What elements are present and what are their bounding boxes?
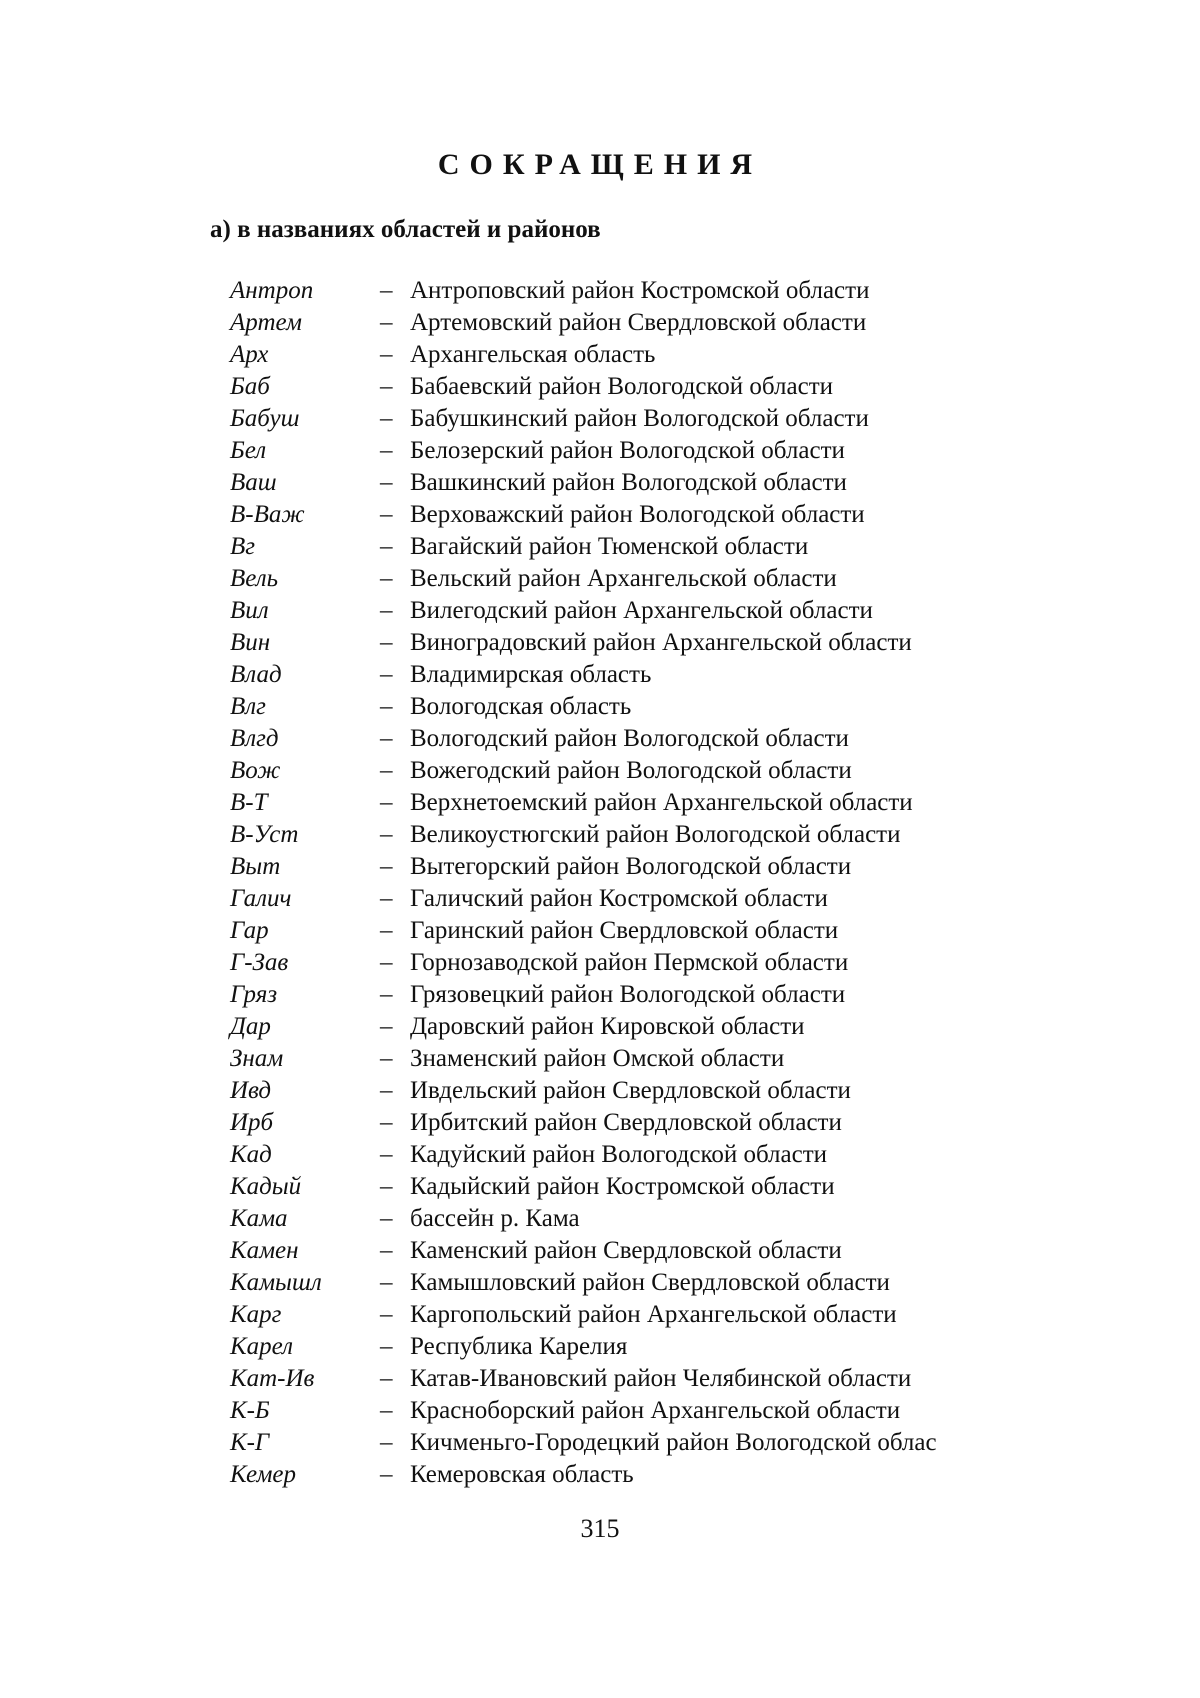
- abbreviation-definition: Республика Карелия: [410, 1333, 628, 1360]
- abbreviation-term: В-Т: [230, 789, 268, 816]
- dash-separator: –: [380, 1365, 393, 1392]
- list-item: [230, 1235, 1130, 1267]
- list-item: [230, 595, 1130, 627]
- abbreviation-term: Вил: [230, 597, 269, 624]
- list-item: [230, 1395, 1130, 1427]
- dash-separator: –: [380, 949, 393, 976]
- list-item: [230, 1331, 1130, 1363]
- abbreviation-term: Антроп: [230, 277, 314, 304]
- abbreviation-definition: Бабаевский район Вологодской области: [410, 373, 833, 400]
- dash-separator: –: [380, 437, 393, 464]
- dash-separator: –: [380, 821, 393, 848]
- abbreviation-definition: Вожегодский район Вологодской области: [410, 757, 852, 784]
- abbreviation-term: Вож: [230, 757, 281, 784]
- dash-separator: –: [380, 1269, 393, 1296]
- abbreviation-definition: Красноборский район Архангельской области: [410, 1397, 901, 1424]
- abbreviation-definition: Каргопольский район Архангельской области: [410, 1301, 897, 1328]
- abbreviation-definition: бассейн р. Кама: [410, 1205, 580, 1232]
- list-item: [230, 1107, 1130, 1139]
- list-item: [230, 307, 1130, 339]
- list-item: [230, 819, 1130, 851]
- dash-separator: –: [380, 277, 393, 304]
- dash-separator: –: [380, 469, 393, 496]
- abbreviation-term: Дар: [230, 1013, 271, 1040]
- abbreviation-term: Галич: [230, 885, 292, 912]
- abbreviation-term: Арх: [230, 341, 269, 368]
- abbreviation-definition: Великоустюгский район Вологодской области: [410, 821, 901, 848]
- dash-separator: –: [380, 1013, 393, 1040]
- abbreviation-term: Карел: [230, 1333, 293, 1360]
- list-item: [230, 1363, 1130, 1395]
- list-item: [230, 403, 1130, 435]
- abbreviation-definition: Вельский район Архангельской области: [410, 565, 837, 592]
- abbreviation-term: Вель: [230, 565, 279, 592]
- list-item: [230, 979, 1130, 1011]
- abbreviation-definition: Камышловский район Свердловской области: [410, 1269, 890, 1296]
- dash-separator: –: [380, 917, 393, 944]
- dash-separator: –: [380, 789, 393, 816]
- abbreviation-term: Баб: [230, 373, 270, 400]
- dash-separator: –: [380, 1301, 393, 1328]
- list-item: [230, 883, 1130, 915]
- list-item: [230, 499, 1130, 531]
- abbreviation-definition: Белозерский район Вологодской области: [410, 437, 845, 464]
- abbreviation-definition: Кичменьго-Городецкий район Вологодской облас: [410, 1429, 937, 1456]
- abbreviation-definition: Ирбитский район Свердловской области: [410, 1109, 842, 1136]
- abbreviation-term: К-Б: [230, 1397, 270, 1424]
- dash-separator: –: [380, 597, 393, 624]
- abbreviation-term: Гар: [230, 917, 269, 944]
- abbreviation-term: Кадый: [230, 1173, 302, 1200]
- abbreviation-definition: Каменский район Свердловской области: [410, 1237, 842, 1264]
- abbreviation-definition: Кадуйский район Вологодской области: [410, 1141, 828, 1168]
- abbreviation-definition: Артемовский район Свердловской области: [410, 309, 867, 336]
- list-item: [230, 851, 1130, 883]
- dash-separator: –: [380, 1429, 393, 1456]
- abbreviation-term: Кама: [230, 1205, 288, 1232]
- abbreviation-term: Кад: [230, 1141, 272, 1168]
- abbreviation-definition: Вытегорский район Вологодской области: [410, 853, 852, 880]
- abbreviation-term: Вин: [230, 629, 271, 656]
- list-item: [230, 563, 1130, 595]
- list-item: [230, 787, 1130, 819]
- list-item: [230, 339, 1130, 371]
- dash-separator: –: [380, 565, 393, 592]
- dash-separator: –: [380, 1205, 393, 1232]
- dash-separator: –: [380, 1173, 393, 1200]
- abbreviation-term: Ирб: [230, 1109, 274, 1136]
- dash-separator: –: [380, 1045, 393, 1072]
- dash-separator: –: [380, 1077, 393, 1104]
- abbreviation-definition: Вологодская область: [410, 693, 632, 720]
- abbreviation-definition: Грязовецкий район Вологодской области: [410, 981, 846, 1008]
- abbreviation-definition: Антроповский район Костромской области: [410, 277, 870, 304]
- dash-separator: –: [380, 661, 393, 688]
- list-item: [230, 915, 1130, 947]
- abbreviation-term: Карг: [230, 1301, 282, 1328]
- list-item: [230, 1043, 1130, 1075]
- abbreviation-term: Камен: [230, 1237, 299, 1264]
- abbreviation-term: Знам: [230, 1045, 284, 1072]
- list-item: [230, 1139, 1130, 1171]
- list-item: [230, 1299, 1130, 1331]
- dash-separator: –: [380, 853, 393, 880]
- abbreviation-definition: Кадыйский район Костромской области: [410, 1173, 835, 1200]
- list-item: [230, 275, 1130, 307]
- list-item: [230, 1203, 1130, 1235]
- abbreviation-definition: Верхнетоемский район Архангельской области: [410, 789, 913, 816]
- dash-separator: –: [380, 501, 393, 528]
- abbreviation-definition: Ивдельский район Свердловской области: [410, 1077, 851, 1104]
- abbreviation-term: В-Уст: [230, 821, 299, 848]
- abbreviation-definition: Кемеровская область: [410, 1461, 634, 1488]
- dash-separator: –: [380, 1141, 393, 1168]
- abbreviation-term: Кат-Ив: [230, 1365, 315, 1392]
- page-title: СОКРАЩЕНИЯ: [437, 148, 763, 181]
- abbreviation-definition: Вилегодский район Архангельской области: [410, 597, 873, 624]
- abbreviation-term: Ивд: [230, 1077, 272, 1104]
- abbreviation-definition: Архангельская область: [410, 341, 656, 368]
- list-item: [230, 371, 1130, 403]
- dash-separator: –: [380, 693, 393, 720]
- list-item: [230, 531, 1130, 563]
- abbreviation-term: Влгд: [230, 725, 279, 752]
- abbreviation-term: Вг: [230, 533, 256, 560]
- abbreviation-definition: Горнозаводской район Пермской области: [410, 949, 849, 976]
- abbreviation-term: Камышл: [230, 1269, 322, 1296]
- abbreviation-term: Гряз: [230, 981, 278, 1008]
- abbreviation-term: Г-Зав: [230, 949, 289, 976]
- abbreviation-term: Бабуш: [230, 405, 300, 432]
- dash-separator: –: [380, 1237, 393, 1264]
- dash-separator: –: [380, 757, 393, 784]
- abbreviation-term: Бел: [230, 437, 267, 464]
- list-item: [230, 1075, 1130, 1107]
- list-item: [230, 467, 1130, 499]
- dash-separator: –: [380, 725, 393, 752]
- abbreviation-definition: Вагайский район Тюменской области: [410, 533, 809, 560]
- abbreviation-term: Ваш: [230, 469, 277, 496]
- abbreviation-definition: Катав-Ивановский район Челябинской области: [410, 1365, 912, 1392]
- list-item: [230, 755, 1130, 787]
- abbreviation-definition: Гаринский район Свердловской области: [410, 917, 839, 944]
- list-item: [230, 659, 1130, 691]
- abbreviation-definition: Вашкинский район Вологодской области: [410, 469, 847, 496]
- abbreviation-term: Артем: [230, 309, 302, 336]
- list-item: [230, 1267, 1130, 1299]
- abbreviation-definition: Владимирская область: [410, 661, 652, 688]
- dash-separator: –: [380, 1333, 393, 1360]
- dash-separator: –: [380, 1397, 393, 1424]
- abbreviation-definition: Знаменский район Омской области: [410, 1045, 785, 1072]
- dash-separator: –: [380, 629, 393, 656]
- list-item: [230, 1459, 1130, 1491]
- abbreviation-definition: Бабушкинский район Вологодской области: [410, 405, 869, 432]
- dash-separator: –: [380, 533, 393, 560]
- abbreviation-definition: Вологодский район Вологодской области: [410, 725, 849, 752]
- dash-separator: –: [380, 1461, 393, 1488]
- abbreviation-definition: Виноградовский район Архангельской области: [410, 629, 912, 656]
- dash-separator: –: [380, 1109, 393, 1136]
- abbreviation-definition: Галичский район Костромской области: [410, 885, 828, 912]
- list-item: [230, 627, 1130, 659]
- dash-separator: –: [380, 981, 393, 1008]
- dash-separator: –: [380, 309, 393, 336]
- abbreviation-term: В-Важ: [230, 501, 305, 528]
- abbreviation-definition: Даровский район Кировской области: [410, 1013, 805, 1040]
- dash-separator: –: [380, 373, 393, 400]
- dash-separator: –: [380, 341, 393, 368]
- dash-separator: –: [380, 405, 393, 432]
- abbreviation-term: Влад: [230, 661, 282, 688]
- page-number: 315: [580, 1514, 620, 1543]
- list-item: [230, 1427, 1130, 1459]
- list-item: [230, 435, 1130, 467]
- dash-separator: –: [380, 885, 393, 912]
- abbreviation-list: [230, 275, 1130, 1491]
- list-item: [230, 1171, 1130, 1203]
- abbreviation-term: Выт: [230, 853, 281, 880]
- abbreviation-term: Кемер: [230, 1461, 297, 1488]
- section-heading: а) в названиях областей и районов: [210, 216, 601, 243]
- list-item: [230, 691, 1130, 723]
- list-item: [230, 947, 1130, 979]
- abbreviation-term: Влг: [230, 693, 266, 720]
- abbreviation-term: К-Г: [230, 1429, 270, 1456]
- list-item: [230, 1011, 1130, 1043]
- abbreviation-definition: Верховажский район Вологодской области: [410, 501, 865, 528]
- list-item: [230, 723, 1130, 755]
